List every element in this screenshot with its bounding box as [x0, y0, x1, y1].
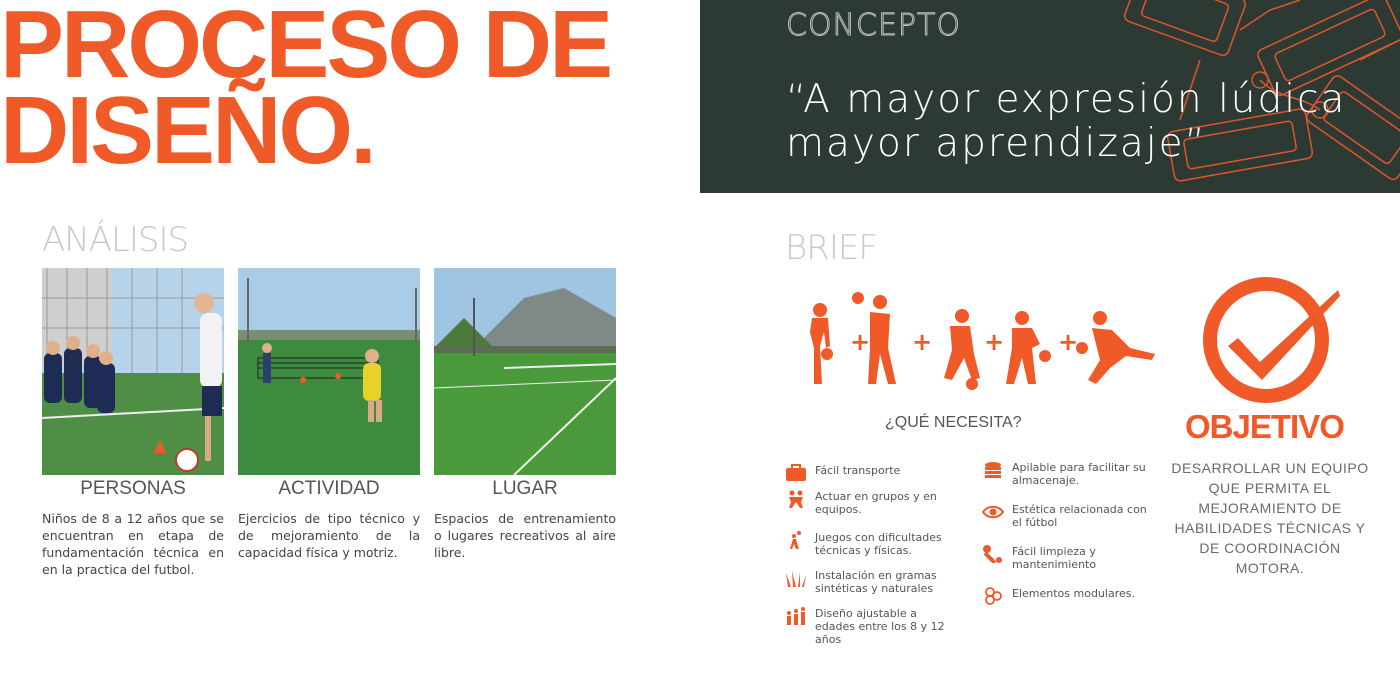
kids-heights-icon — [785, 607, 807, 625]
need-text: Fácil transporte — [815, 464, 901, 477]
need-text: Diseño ajustable a edades entre los 8 y 12 años — [815, 607, 945, 646]
concept-quote — [786, 78, 1386, 166]
group-players-icon — [785, 490, 807, 508]
page-title-line2: DISEÑO. — [0, 77, 374, 184]
lugar-photo — [434, 268, 616, 475]
need-text: Instalación en gramas sintéticas y naturales — [815, 569, 937, 595]
personas-photo — [42, 268, 224, 475]
briefcase-icon — [785, 464, 807, 482]
plus-sign-4: + — [1058, 328, 1079, 356]
concept-panel — [700, 0, 1400, 193]
stack-icon — [982, 461, 1004, 479]
need-text: Fácil limpieza y mantenimiento — [1012, 545, 1097, 571]
juggling-player-icon — [785, 531, 807, 549]
concept-quote-line2: mayor aprendizaje” — [786, 121, 1207, 166]
brief-sequence — [800, 288, 1160, 393]
need-text: Juegos con dificultades técnicas y físicas. — [815, 531, 942, 557]
grass-icon — [785, 569, 807, 587]
list-item — [982, 545, 1157, 587]
list-item — [785, 569, 955, 607]
needs-right-list — [982, 461, 1157, 617]
list-item — [982, 503, 1157, 545]
objective-title: OBJETIVO — [1185, 408, 1344, 445]
objective-text: DESARROLLAR UN EQUIPO QUE PERMITA EL MEJORAMIENTO DE HABILIDADES TÉCNICAS Y DE COORDINACIÓN MOTORA. — [1171, 460, 1369, 576]
needs-left-list — [785, 464, 955, 651]
personas-text: Niños de 8 a 12 años que se encuentran en etapa de fundamentación técnica en en la practica del futbol. — [42, 511, 224, 577]
lugar-title: LUGAR — [492, 478, 558, 499]
need-text: Actuar en grupos y en equipos. — [815, 490, 937, 516]
list-item — [982, 587, 1157, 617]
modules-icon — [982, 587, 1004, 605]
list-item — [785, 464, 955, 490]
plus-sign-1: + — [850, 328, 871, 356]
concept-quote-line1: “A mayor expresión lúdica — [786, 77, 1347, 122]
list-item — [785, 531, 955, 569]
list-item — [785, 607, 955, 651]
personas-title: PERSONAS — [80, 478, 186, 499]
lugar-text: Espacios de entrenamiento o lugares recreativos al aire libre. — [434, 511, 616, 560]
checkmark-circle-icon — [1200, 272, 1340, 407]
actividad-photo — [238, 268, 420, 475]
wrench-icon — [982, 545, 1004, 563]
eye-ball-icon — [982, 503, 1004, 521]
plus-sign-3: + — [984, 328, 1005, 356]
list-item — [982, 461, 1157, 503]
plus-sign-2: + — [912, 328, 933, 356]
need-text: Apilable para facilitar su almacenaje. — [1012, 461, 1146, 487]
need-text: Estética relacionada con el fútbol — [1012, 503, 1147, 529]
page-title-line1: PROCESO DE — [0, 0, 611, 98]
list-item — [785, 490, 955, 531]
analysis-heading: ANÁLISIS — [42, 220, 189, 260]
need-text: Elementos modulares. — [1012, 587, 1135, 600]
actividad-text: Ejercicios de tipo técnico y de mejoramiento de la capacidad física y motriz. — [238, 511, 420, 560]
concept-label: CONCEPTO — [786, 8, 961, 43]
brief-heading: BRIEF — [785, 228, 877, 268]
actividad-title: ACTIVIDAD — [278, 478, 380, 499]
needs-title: ¿QUÉ NECESITA? — [885, 414, 1022, 431]
page-title — [0, 0, 611, 184]
